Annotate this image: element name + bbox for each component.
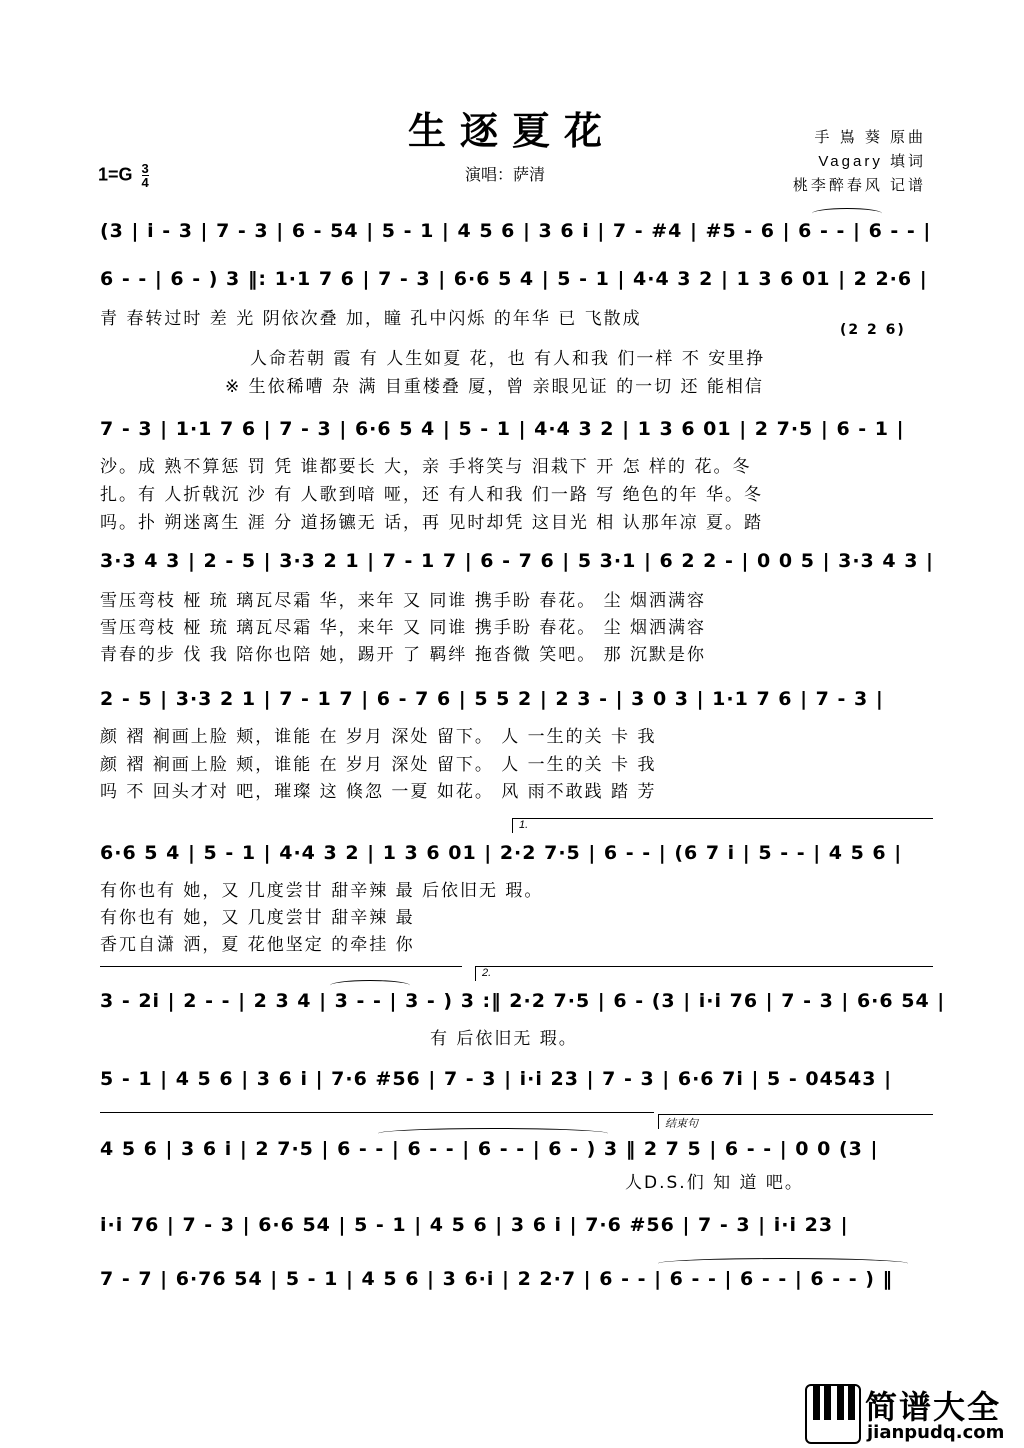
slur-mark <box>378 1128 608 1139</box>
lyricist-credit: Vagary 填词 <box>818 153 926 170</box>
lyric-line: 人命若朝 霞 有 人生如夏 花，也 有人和我 们一样 不 安里挣 <box>250 349 766 369</box>
score-row-4: 3·3 4 3 | 2 - 5 | 3·3 2 1 | 7 - 1 7 | 6 - 7 6 | 5 3·1 | 6 2 2 - | 0 0 5 | 3·3 4 3 | <box>100 550 935 572</box>
slur-mark <box>658 1258 908 1269</box>
score-row-5: 2 - 5 | 3·3 2 1 | 7 - 1 7 | 6 - 7 6 | 5 5 2 | 2 3 - | 3 0 3 | 1·1 7 6 | 7 - 3 | <box>100 688 884 710</box>
lyric-line: 有你也有 她，又 几度尝甘 甜辛辣 最 后依旧无 瑕。 <box>100 881 544 901</box>
volta-second-ending: 2. <box>475 966 933 981</box>
lyric-line: 颜 褶 裥画上脸 颊，谁能 在 岁月 深处 留下。 人 一生的关 卡 我 <box>100 755 657 775</box>
time-signature <box>142 162 149 189</box>
time-bottom: 4 <box>141 175 149 190</box>
lyric-line: 青春的步 伐 我 陪你也陪 她，踢开 了 羁绊 拖沓微 笑吧。 那 沉默是你 <box>100 645 707 665</box>
score-row-7: 3 - 2i | 2 - - | 2 3 4 | 3 - - | 3 - ) 3 :‖ 2·2 7·5 | 6 - (3 | i·i 76 | 7 - 3 | 6·6 54 | <box>100 990 946 1012</box>
transcriber-credit: 桃李醉春风 记谱 <box>792 177 926 194</box>
score-row-11: 7 - 7 | 6·76 54 | 5 - 1 | 4 5 6 | 3 6·i | 2 2·7 | 6 - - | 6 - - | 6 - - | 6 - - ) ‖ <box>100 1268 894 1290</box>
slur-mark <box>330 980 410 991</box>
score-row-1: (3 | i - 3 | 7 - 3 | 6 - 54 | 5 - 1 | 4 5 6 | 3 6 i | 7 - #4 | #5 - 6 | 6 - - | 6 - - | <box>100 220 932 242</box>
lyric-line: 扎。有 人折戟沉 沙 有 人歌到喑 哑，还 有人和我 们一路 写 绝色的年 华。冬 <box>100 485 764 505</box>
lyric-line: 有你也有 她，又 几度尝甘 甜辛辣 最 <box>100 908 415 928</box>
score-row-2: 6 - - | 6 - ) 3 ‖: 1·1 7 6 | 7 - 3 | 6·6 5 4 | 5 - 1 | 4·4 3 2 | 1 3 6 01 | 2 2·6 | <box>100 268 928 290</box>
lyric-line: 人D.S.们 知 道 吧。 <box>625 1173 804 1193</box>
lyric-line: 吗。扑 朔迷离生 涯 分 道扬镳无 话，再 见时却凭 这目光 相 认那年凉 夏。踏 <box>100 513 764 533</box>
lyric-line: ※ 生依稀嘈 杂 满 目重楼叠 厦，曾 亲眼见证 的一切 还 能相信 <box>225 377 764 397</box>
lyric-note-variant: (2 2 6) <box>840 322 906 338</box>
lyric-line: 青 春转过时 差 光 阴依次叠 加，瞳 孔中闪烁 的年华 已 飞散成 <box>100 309 642 329</box>
score-row-6: 6·6 5 4 | 5 - 1 | 4·4 3 2 | 1 3 6 01 | 2·2 7·5 | 6 - - | (6 7 i | 5 - - | 4 5 6 | <box>100 842 903 864</box>
logo-url: jianpudq.com <box>867 1422 1005 1443</box>
continuation-rule <box>100 966 462 967</box>
score-row-3: 7 - 3 | 1·1 7 6 | 7 - 3 | 6·6 5 4 | 5 - 1 | 4·4 3 2 | 1 3 6 01 | 2 7·5 | 6 - 1 | <box>100 418 905 440</box>
score-row-10: i·i 76 | 7 - 3 | 6·6 54 | 5 - 1 | 4 5 6 | 3 6 i | 7·6 #56 | 7 - 3 | i·i 23 | <box>100 1214 849 1236</box>
key-signature <box>98 162 149 189</box>
piano-keys-icon <box>805 1384 861 1444</box>
logo-name: 简谱大全 <box>865 1388 1002 1426</box>
slur-mark <box>812 208 882 219</box>
time-top: 3 <box>141 161 149 176</box>
site-logo[interactable] <box>805 1382 1020 1444</box>
lyric-line: 有 后依旧无 瑕。 <box>430 1029 578 1049</box>
volta-ending-phrase: 结束句 <box>658 1114 933 1129</box>
score-row-9: 4 5 6 | 3 6 i | 2 7·5 | 6 - - | 6 - - | 6 - - | 6 - ) 3 ‖ 2 7 5 | 6 - - | 0 0 (3 | <box>100 1138 879 1160</box>
lyric-line: 吗 不 回头才对 吧，璀璨 这 倏忽 一夏 如花。 风 雨不敢践 踏 芳 <box>100 782 657 802</box>
volta-first-ending: 1. <box>512 818 933 833</box>
key-text: 1=G <box>98 164 133 185</box>
lyric-line: 雪压弯枝 桠 琉 璃瓦尽霜 华，来年 又 同谁 携手盼 春花。 尘 烟洒满容 <box>100 618 707 638</box>
song-title: 生逐夏花 <box>407 108 616 153</box>
lyric-line: 香兀自潇 洒，夏 花他坚定 的牵挂 你 <box>100 935 415 955</box>
score-row-8: 5 - 1 | 4 5 6 | 3 6 i | 7·6 #56 | 7 - 3 | i·i 23 | 7 - 3 | 6·6 7i | 5 - 04543 | <box>100 1068 893 1090</box>
continuation-rule <box>100 1112 654 1113</box>
lyric-line: 颜 褶 裥画上脸 颊，谁能 在 岁月 深处 留下。 人 一生的关 卡 我 <box>100 727 657 747</box>
singer-credit: 演唱：萨清 <box>465 167 546 184</box>
lyric-line: 雪压弯枝 桠 琉 璃瓦尽霜 华，来年 又 同谁 携手盼 春花。 尘 烟洒满容 <box>100 591 707 611</box>
credits <box>793 126 926 198</box>
composer-credit: 手 嶌 葵 原曲 <box>814 129 926 146</box>
lyric-line: 沙。成 熟不算惩 罚 凭 谁都要长 大，亲 手将笑与 泪栽下 开 怎 样的 花。冬 <box>100 457 752 477</box>
